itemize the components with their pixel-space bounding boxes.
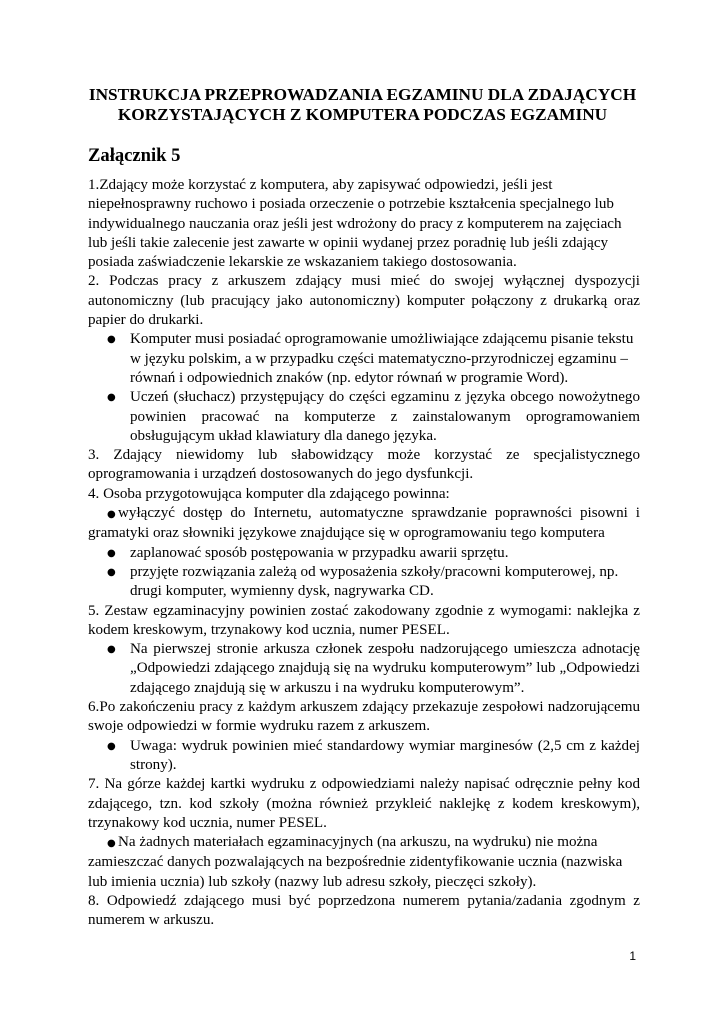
document-title: INSTRUKCJA PRZEPROWADZANIA EGZAMINU DLA ZDAJĄCYCH KORZYSTAJĄCYCH Z KOMPUTERA PODCZAS EGZAMINU (88, 85, 637, 124)
bullet-icon: ● (107, 740, 116, 752)
bullet-icon: ● (107, 644, 116, 656)
paragraph-5: 5. Zestaw egzaminacyjny powinien zostać zakodowany zgodnie z wymogami: naklejka z kodem kreskowym, trzynakowy kod ucznia, numer PESEL. (88, 602, 640, 638)
list-item (88, 833, 640, 892)
bullet-icon: ● (107, 566, 116, 578)
list-item-text: zaplanować sposób postępowania w przypadku awarii sprzętu. (130, 544, 509, 561)
list-item-text: przyjęte rozwiązania zależą od wyposażenia szkoły/pracowni komputerowej, np. drugi komputer, wymienny dysk, nagrywarka CD. (130, 563, 619, 600)
paragraph-8: 8. Odpowiedź zdającego musi być poprzedzona numerem pytania/zadania zgodnym z numerem w arkuszu. (88, 892, 640, 929)
paragraph-6: 6.Po zakończeniu pracy z każdym arkuszem zdający przekazuje zespołowi nadzorującemu swoje odpowiedzi w formie wydruku razem z arkuszem. (88, 699, 640, 735)
list-item-text: Komputer musi posiadać oprogramowanie umożliwiające zdającemu pisanie tekstu w języku polskim, a w przypadku części matematyczno-przyrodniczej egzaminu – równań i odpowiednich znaków (np. edytor równań w programie Word). (130, 331, 634, 386)
paragraph-2: 2. Podczas pracy z arkuszem zdający musi mieć do swojej wyłącznej dyspozycji autonomiczny (lub pracujący jako autonomiczny) komputer połączony z drukarką oraz papier do drukarki. (88, 273, 640, 329)
list-item-text: Na pierwszej stronie arkusza członek zespołu nadzorującego umieszcza adnotację „Odpowiedzi zdającego znajdują się na wydruku komputerowym” lub „Odpowiedzi zdającego znajdują się w arkuszu i na wydruku komputerowym”. (130, 641, 640, 696)
document-body (88, 176, 640, 931)
bullet-icon: ● (107, 838, 116, 850)
list-item (88, 504, 640, 544)
list-item (88, 563, 640, 602)
list-item (88, 640, 640, 698)
list-item-text: Uwaga: wydruk powinien mieć standardowy wymiar marginesów (2,5 cm z każdej strony). (130, 737, 640, 773)
bullet-icon: ● (107, 509, 116, 521)
paragraph-4: 4. Osoba przygotowująca komputer dla zdającego powinna: (88, 485, 450, 502)
bullet-icon: ● (107, 392, 116, 404)
paragraph-1: 1.Zdający może korzystać z komputera, aby zapisywać odpowiedzi, jeśli jest niepełnosprawny ruchowo i posiada orzeczenie o potrzebie kształcenia specjalnego lub indywidualnego nauczania oraz jeśli jest wdrożony do pracy z komputerem na zajęciach lub jeśli takie zalecenie jest zawarte w opinii wydanej przez poradnię lub jeśli zdający posiada zaświadczenie lekarskie ze wskazaniem takiego dostosowania. (88, 177, 622, 271)
list-item (88, 544, 640, 563)
list-item (88, 737, 640, 776)
annex-heading: Załącznik 5 (88, 145, 181, 166)
paragraph-3: 3. Zdający niewidomy lub słabowidzący może korzystać ze specjalistycznego oprogramowania i urządzeń dostosowanych do jego dysfunkcji. (88, 447, 640, 483)
page-number: 1 (629, 949, 636, 963)
list-item (88, 388, 640, 446)
bullet-icon: ● (107, 334, 116, 346)
list-item-text: Uczeń (słuchacz) przystępujący do części egzaminu z języka obcego nowożytnego powinien pracować na komputerze z zainstalowanym oprogramowaniem obsługującym układ klawiatury dla danego języka. (130, 389, 640, 444)
list-item-text: Na żadnych materiałach egzaminacyjnych (na arkuszu, na wydruku) nie można zamieszczać danych pozwalających na bezpośrednie zidentyfikowanie ucznia (nazwiska lub imienia ucznia) lub szkoły (nazwy lub adresu szkoły, pieczęci szkoły). (88, 834, 623, 890)
list-item-text: wyłączyć dostęp do Internetu, automatyczne sprawdzanie poprawności pisowni i gramatyki oraz słowniki językowe znajdujące się w oprogramowaniu tego komputera (88, 505, 640, 542)
bullet-icon: ● (107, 547, 116, 559)
paragraph-7: 7. Na górze każdej kartki wydruku z odpowiedziami należy napisać odręcznie pełny kod zdającego, tzn. kod szkoły (można również przykleić naklejkę z kodem kreskowym), trzynakowy kod ucznia, numer PESEL. (88, 776, 640, 831)
list-item (88, 330, 640, 388)
